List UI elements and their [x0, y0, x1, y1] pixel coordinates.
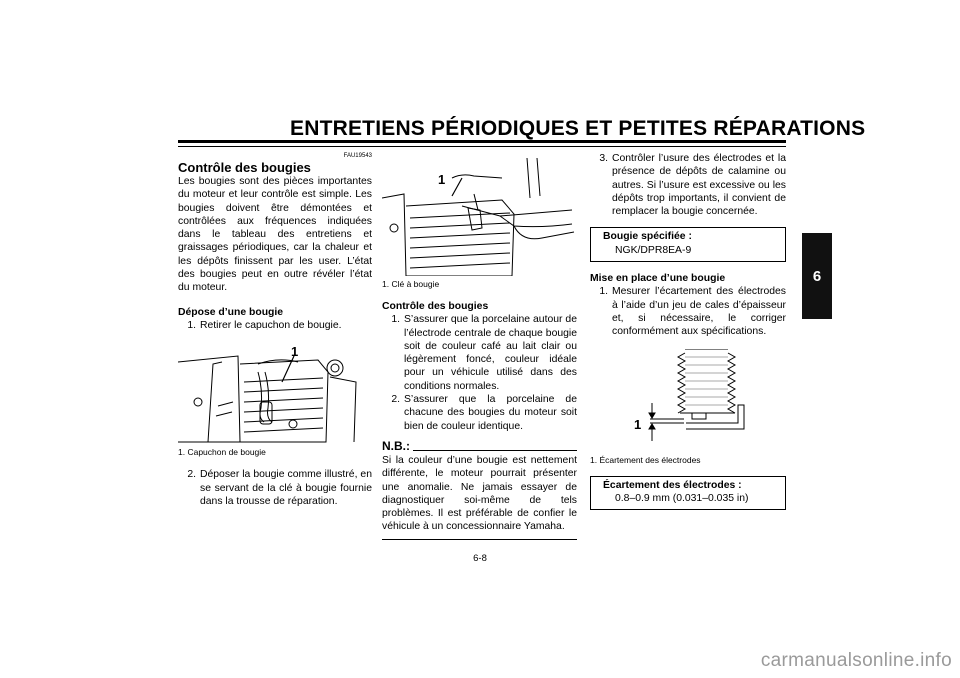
column-right [590, 152, 786, 510]
removal-heading: Dépose d’une bougie [178, 306, 284, 318]
step-number: 1. [187, 319, 196, 331]
figure-electrode-gap [590, 349, 786, 452]
section-heading: Contrôle des bougies [178, 160, 311, 175]
note-body: Si la couleur d’une bougie est nettement différente, le moteur pourrait présenter une anomalie. Ne jamais essayer de diagnostiquer soi-même de tels problèmes. Il est préférable de confier le véhicule à un concessionnaire Yamaha. [382, 454, 577, 533]
step-text: Contrôler l’usure des électrodes et la présence de dépôts de calamine ou autres. Si l’usure est excessive ou les dépôts trop importants, il convient de remplacer la bougie concernée. [612, 153, 786, 218]
note-box [382, 440, 577, 540]
spec-box-gap [590, 476, 786, 511]
note-title: N.B.: [382, 438, 410, 453]
note-title-row [382, 440, 577, 453]
removal-step-2 [178, 468, 372, 508]
step-number: 2. [391, 394, 400, 406]
watermark: carmanualsonline.info [760, 650, 952, 671]
figure-plug-cap [178, 342, 372, 444]
removal-step-1 [178, 319, 372, 332]
intro-paragraph: Les bougies sont des pièces importantes du moteur et leur contrôle est simple. Les bougies doivent être démontées et contrôlées aux fréquences indiquées dans le tableau des entretiens et graissages périodiques, car la chaleur et les dépôts finissent par les user. L’état des bougies peut en outre révéler l’état du moteur. [178, 176, 372, 294]
figure-caption: 1. Capuchon de bougie [178, 447, 266, 458]
spec-title: Écartement des électrodes : [603, 479, 742, 491]
step-number: 1. [391, 314, 400, 326]
check-step-3 [590, 152, 786, 218]
reference-code: FAU19543 [343, 153, 372, 159]
spec-box-plug [590, 227, 786, 262]
step-number: 3. [599, 153, 608, 164]
figure-caption: 1. Écartement des électrodes [590, 454, 701, 465]
install-step-1 [590, 285, 786, 338]
engine-plug-cap-illustration [178, 342, 372, 444]
note-end-rule [382, 539, 577, 540]
spec-value: NGK/DPR8EA-9 [615, 244, 692, 256]
spec-title: Bougie spécifiée : [603, 231, 692, 243]
step-text: S’assurer que la porcelaine autour de l’électrode centrale de chaque bougie soit de couleur café au lait clair ou légèrement foncé, couleur idéale pour un véhicule utilisé dans des conditions normales. [404, 314, 577, 392]
install-heading: Mise en place d’une bougie [590, 273, 726, 285]
note-title-rule [413, 449, 577, 451]
check-step-2 [382, 393, 577, 433]
chapter-tab: 6 [802, 233, 832, 319]
step-text: Déposer la bougie comme illustré, en se servant de la clé à bougie fournie dans la trousse de réparation. [200, 469, 372, 507]
figure-callout: 1 [438, 172, 446, 187]
step-number: 1. [599, 286, 608, 298]
engine-plug-wrench-illustration [382, 158, 577, 276]
page-number: 6-8 [473, 553, 487, 564]
figure-plug-wrench [382, 158, 577, 276]
figure-callout: 1 [291, 344, 299, 360]
spec-value: 0.8–0.9 mm (0.031–0.035 in) [615, 492, 749, 504]
header-rule-thin [178, 146, 786, 147]
header-rule-thick [178, 140, 786, 143]
step-text: Mesurer l’écartement des électrodes à l’aide d’un jeu de cales d’épaisseur et, si nécessaire, le corriger conformément aux spécifications. [612, 286, 786, 338]
check-step-1 [382, 313, 577, 393]
page-header-title: ENTRETIENS PÉRIODIQUES ET PETITES RÉPARATIONS [290, 117, 866, 140]
column-left [178, 152, 372, 508]
step-number: 2. [187, 469, 196, 481]
column-middle [382, 158, 577, 540]
check-heading: Contrôle des bougies [382, 301, 489, 312]
spark-plug-gap-illustration [590, 349, 786, 452]
step-text: S’assurer que la porcelaine de chacune des bougies du moteur soit bien de couleur identique. [404, 394, 577, 432]
figure-callout: 1 [634, 416, 642, 432]
figure-caption: 1. Clé à bougie [382, 279, 440, 289]
step-text: Retirer le capuchon de bougie. [200, 319, 342, 331]
